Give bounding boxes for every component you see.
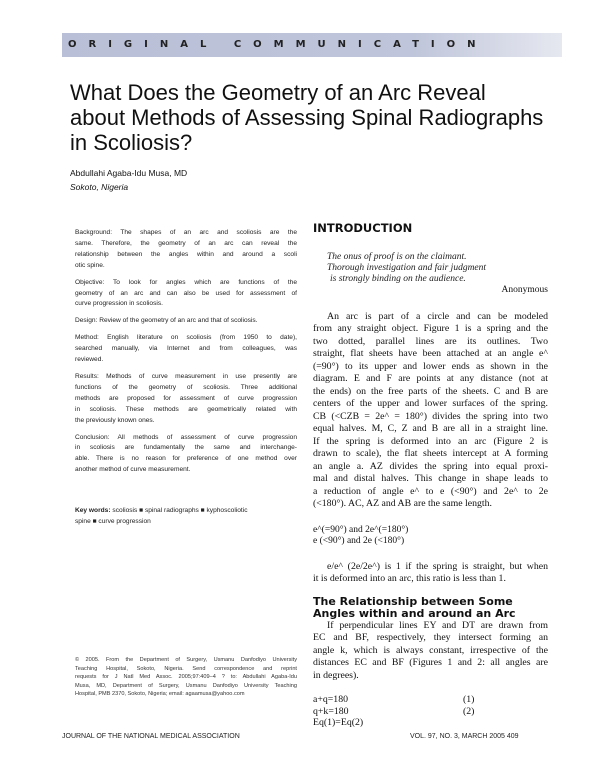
keywords-line: spine ■ curve progression bbox=[75, 517, 151, 525]
abstract-line: geometry of an arc and can also be used for assessment of bbox=[75, 289, 297, 297]
abstract-paragraph bbox=[75, 316, 297, 327]
abstract-line: in scoliosis. These methods are geometrically related with bbox=[75, 405, 297, 413]
abstract-line: Method: English literature on scoliosis (from 1950 to date), bbox=[75, 334, 297, 342]
abstract-paragraph bbox=[75, 228, 297, 272]
author-name: Abdullahi Agaba-Idu Musa, MD bbox=[70, 168, 188, 178]
abstract-paragraph bbox=[75, 278, 297, 311]
abstract-paragraph bbox=[75, 372, 297, 427]
ratio-line: e/e^ (2e/2e^) is 1 if the spring is straight, but when bbox=[327, 560, 548, 572]
equation: q+k=180 bbox=[313, 705, 349, 717]
abstract-line: Design: Review of the geometry of an arc and that of scoliosis. bbox=[75, 317, 258, 325]
section2-paragraph bbox=[313, 620, 548, 683]
abstract-paragraph bbox=[75, 333, 297, 366]
abstract-line: the previously known ones. bbox=[75, 416, 155, 424]
body-line: If perpendicular lines EY and DT are drawn from bbox=[327, 619, 548, 631]
author-block bbox=[70, 166, 187, 194]
equation-number: (1) bbox=[463, 694, 475, 706]
epigraph bbox=[327, 252, 548, 284]
abstract-line: curve progression in scoliosis. bbox=[75, 300, 163, 308]
section-band bbox=[62, 33, 562, 57]
body-line: If the spring is deformed into an arc (Figure 2 is bbox=[313, 435, 548, 447]
abstract-line: same. Therefore, the geometry of an arc can reveal the bbox=[75, 239, 297, 247]
intro-heading: INTRODUCTION bbox=[313, 221, 413, 235]
abstract-line: Background: The shapes of an arc and scoliosis are the bbox=[75, 229, 297, 236]
keywords bbox=[75, 506, 297, 528]
title-line: about Methods of Assessing Spinal Radiographs bbox=[70, 105, 544, 130]
footnote-line: requests for J Natl Med Assoc. 2005;97:409–4 ? to: Abdullahi Agaba-Idu bbox=[75, 674, 297, 681]
article-title bbox=[70, 80, 543, 155]
abstract bbox=[75, 228, 297, 482]
body-line: drawn to scale), the flat sheets intercept at A forming bbox=[313, 448, 548, 460]
body-line: (=90°) to its upper and lower ends as shown in the bbox=[313, 360, 548, 372]
footnote bbox=[75, 656, 297, 699]
footnote-line: Musa, MD, Department of Surgery, Usmanu Danfodiyo University Teaching bbox=[75, 682, 297, 689]
footnote-line: Hospital, PMB 2370, Sokoto, Nigeria; email: agaamusa@yahoo.com bbox=[75, 691, 245, 698]
body-line: equal halves. M, C, Z and B are all in a straight line. bbox=[313, 423, 548, 435]
title-line: in Scoliosis? bbox=[70, 130, 193, 155]
quote-attribution: Anonymous bbox=[501, 285, 548, 296]
abstract-line: otic spine. bbox=[75, 261, 105, 269]
keywords-label: Key words: bbox=[75, 507, 111, 514]
angle-defs bbox=[313, 525, 548, 547]
keywords-line: scoliosis ■ spinal radiographs ■ kyphoscoliotic bbox=[112, 507, 248, 514]
title-line: What Does the Geometry of an Arc Reveal bbox=[70, 80, 486, 105]
body-line: straight, flat sheets have been attached at an angle e^ bbox=[313, 348, 548, 360]
author-location: Sokoto, Nigeria bbox=[70, 182, 129, 192]
ratio-line: it is deformed into an arc, this ratio is less than 1. bbox=[313, 573, 506, 585]
eq-line: e^(=90°) and 2e^(=180°) bbox=[313, 524, 409, 535]
body-line: EC and BF, respectively, they intersect forming an bbox=[313, 632, 548, 644]
body-line: the ends) on the free parts of the sheets. C and B are bbox=[313, 385, 548, 397]
quote-line: is strongly binding on the audience. bbox=[330, 273, 466, 284]
abstract-line: reviewed. bbox=[75, 356, 104, 364]
journal-name: JOURNAL OF THE NATIONAL MEDICAL ASSOCIATION bbox=[62, 733, 240, 740]
right-column bbox=[313, 222, 548, 729]
body-line: CB (<CZB = 2e^ = 180°) divides the spring into two bbox=[313, 410, 548, 422]
abstract-line: in scoliosis are fundamentally the same and interchange- bbox=[75, 444, 297, 452]
abstract-line: another method of curve measurement. bbox=[75, 466, 191, 474]
section2-heading-line: Angles within and around an Arc bbox=[313, 606, 516, 620]
abstract-line: searched manually, via Internet and from colleagues, was bbox=[75, 345, 297, 353]
quote-line: The onus of proof is on the claimant. bbox=[327, 252, 467, 262]
ratio-paragraph bbox=[313, 561, 548, 586]
equation-number: (2) bbox=[463, 705, 475, 717]
issue-info: VOL. 97, NO. 3, MARCH 2005 409 bbox=[410, 733, 519, 740]
body-line: from any straight object. Figure 1 is a spring and the bbox=[313, 323, 548, 335]
body-line: centers of the upper and lower surfaces of the spring. bbox=[313, 398, 548, 410]
equation: Eq(1)=Eq(2) bbox=[313, 717, 364, 729]
abstract-line: functions of the geometry of scoliosis. Three additional bbox=[75, 383, 297, 391]
abstract-line: relationship between the angles within and around a scoli bbox=[75, 250, 297, 258]
body-line: an angle a. AZ divides the spring into equal proxi- bbox=[313, 460, 548, 472]
body-line: two dotted, parallel lines are its outlines. Two bbox=[313, 335, 548, 347]
intro-paragraph bbox=[313, 311, 548, 511]
equations bbox=[313, 694, 548, 729]
body-line: angle k, which is always constant, irrespective of the bbox=[313, 644, 548, 656]
eq-line: e (<90°) and 2e (<180°) bbox=[313, 535, 405, 546]
abstract-line: Conclusion: All methods of assessment of curve progression bbox=[75, 433, 297, 441]
section-label: ORIGINAL COMMUNICATION bbox=[68, 39, 488, 50]
footnote-line: © 2005. From the Department of Surgery, Usmanu Danfodiyo University bbox=[75, 657, 297, 663]
body-line: mal and distal halves. This change in shape leads to bbox=[313, 473, 548, 485]
body-line: distances EC and BF (Figures 1 and 2: all angles are bbox=[313, 657, 548, 669]
footnote-line: Teaching Hospital, Sokoto, Nigeria. Send correspondence and reprint bbox=[75, 665, 297, 672]
section2-heading bbox=[313, 596, 548, 620]
abstract-line: methods are proposed for assessment of curve progression bbox=[75, 394, 297, 402]
section2-heading-line: The Relationship between Some bbox=[313, 594, 513, 608]
body-line: (<180°). AC, AZ and AB are the same length. bbox=[313, 498, 492, 510]
equation: a+q=180 bbox=[313, 694, 348, 706]
body-line: in degrees). bbox=[313, 669, 359, 681]
abstract-paragraph bbox=[75, 433, 297, 477]
abstract-line: Results: Methods of curve measurement in use presently are bbox=[75, 372, 297, 380]
abstract-line: Objective: To look for angles which are functions of the bbox=[75, 278, 297, 286]
body-line: An arc is part of a circle and can be modeled bbox=[327, 310, 548, 322]
body-line: a reduction of angle e^ to e (<90°) and 2e^ to 2e bbox=[313, 485, 548, 497]
body-line: diagram. E and F are points at any distance (not at bbox=[313, 373, 548, 385]
quote-line: Thorough investigation and fair judgment bbox=[327, 262, 487, 273]
abstract-line: able. There is no reason for preference of one method over bbox=[75, 455, 297, 463]
